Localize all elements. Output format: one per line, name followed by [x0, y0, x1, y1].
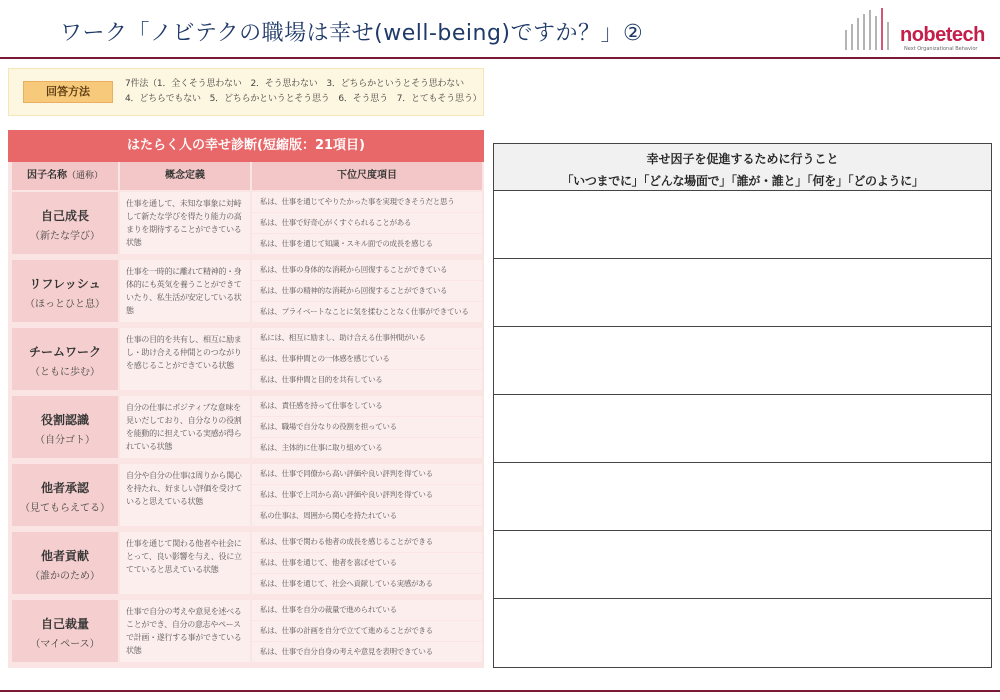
plan-row-input[interactable] — [494, 395, 991, 463]
factor-name: 他者貢献 — [40, 549, 89, 563]
factor-table-title: はたらく人の幸せ診断(短縮版：21項目) — [8, 130, 484, 162]
factor-alias: （新たな学び） — [30, 231, 100, 242]
factor-item: 私は、職場で自分なりの役割を担っている — [252, 417, 482, 437]
answer-method-text — [125, 77, 480, 107]
col-head-definition: 概念定義 — [120, 162, 250, 190]
factor-table — [8, 130, 484, 668]
factor-name-cell — [12, 328, 118, 390]
factor-row — [8, 326, 484, 390]
factor-definition: 仕事で自分の考えや意見を述べることができ、自分の意志やペースで計画・遂行する事ができている状態 — [120, 600, 250, 662]
factor-row — [8, 258, 484, 322]
factor-name-cell — [12, 532, 118, 594]
factor-alias: （ともに歩む） — [30, 367, 100, 378]
factor-name: 自己裁量 — [40, 617, 89, 631]
plan-row-input[interactable] — [494, 599, 991, 667]
factor-item: 私は、仕事を通じて、社会へ貢献している実感がある — [252, 574, 482, 594]
answer-method-box — [8, 68, 484, 116]
factor-definition: 仕事を一時的に離れて精神的・身体的にも英気を養うことができていたり、私生活が安定している状態 — [120, 260, 250, 322]
factor-item: 私は、仕事を自分の裁量で進められている — [252, 600, 482, 620]
factor-definition: 自分の仕事にポジティブな意味を見いだしており、自分なりの役割を能動的に担えている実感が得られている状態 — [120, 396, 250, 458]
factor-alias: （ほっとひと息） — [25, 299, 105, 310]
factor-name: 他者承認 — [40, 481, 89, 495]
factor-item: 私は、仕事の身体的な消耗から回復することができている — [252, 260, 482, 280]
factor-definition: 仕事を通して、未知な事象に対峙して新たな学びを得たり能力の高まりを期待することができている状態 — [120, 192, 250, 254]
plan-header-line2: 「いつまでに」「どんな場面で」「誰が・誰と」「何を」「どのように」 — [561, 174, 924, 188]
factor-name-cell — [12, 260, 118, 322]
plan-header-line1: 幸せ因子を促進するために行うこと — [646, 152, 839, 166]
factor-items — [252, 192, 482, 254]
factor-row — [8, 190, 484, 254]
factor-name-cell — [12, 396, 118, 458]
plan-row-input[interactable] — [494, 327, 991, 395]
factor-items — [252, 532, 482, 594]
factor-items — [252, 600, 482, 662]
answer-method-line2: 4．どちらでもない 5．どちらかというとそう思う 6．そう思う 7．とてもそう思う） — [125, 94, 482, 104]
factor-item: 私は、仕事で関わる他者の成長を感じることができる — [252, 532, 482, 552]
plan-row-input[interactable] — [494, 531, 991, 599]
answer-method-label: 回答方法 — [23, 81, 113, 103]
factor-name-cell — [12, 192, 118, 254]
factor-alias: （マイペース） — [30, 639, 100, 650]
title-divider — [0, 57, 1000, 59]
factor-item: 私の仕事は、周囲から関心を持たれている — [252, 506, 482, 526]
factor-items — [252, 260, 482, 322]
plan-row-input[interactable] — [494, 259, 991, 327]
factor-item: 私は、仕事仲間との一体感を感じている — [252, 349, 482, 369]
factor-name: 役割認識 — [40, 413, 89, 427]
plan-table — [493, 143, 992, 668]
logo-text: nobetech — [900, 24, 985, 46]
factor-item: 私は、仕事を通じてやりたかった事を実現できそうだと思う — [252, 192, 482, 212]
factor-item: 私は、仕事を通じて知識・スキル面での成長を感じる — [252, 234, 482, 254]
factor-item: 私は、仕事仲間と目的を共有している — [252, 370, 482, 390]
col-head-factor-name-sub: （通称） — [66, 171, 103, 181]
factor-row — [8, 598, 484, 662]
factor-item: 私は、責任感を持って仕事をしている — [252, 396, 482, 416]
factor-row — [8, 394, 484, 458]
factor-name: リフレッシュ — [29, 277, 101, 291]
factor-item: 私は、仕事で好奇心がくすぐられることがある — [252, 213, 482, 233]
logo-subtitle: Next Organizational Behavior — [904, 46, 978, 52]
factor-name-cell — [12, 464, 118, 526]
factor-definition: 仕事を通じて関わる他者や社会にとって、良い影響を与え、役に立てていると思えている状態 — [120, 532, 250, 594]
plan-table-header — [494, 144, 991, 191]
factor-item: 私は、仕事で自分自身の考えや意見を表明できている — [252, 642, 482, 662]
factor-item: 私は、仕事を通じて、他者を喜ばせている — [252, 553, 482, 573]
factor-alias: （誰かのため） — [30, 571, 100, 582]
footer-divider — [0, 690, 1000, 692]
page-title: ワーク「ノビテクの職場は幸せ(well-being)ですか？」② — [60, 21, 644, 46]
factor-item: 私は、仕事で上司から高い評価や良い評判を得ている — [252, 485, 482, 505]
factor-row — [8, 530, 484, 594]
factor-alias: （自分ゴト） — [35, 435, 95, 446]
factor-items — [252, 328, 482, 390]
factor-definition: 仕事の目的を共有し、相互に励まし・助け合える仲間とのつながりを感じることができている状態 — [120, 328, 250, 390]
col-head-factor-name-label: 因子名称 — [26, 170, 67, 181]
factor-item: 私は、仕事で同僚から高い評価や良い評判を得ている — [252, 464, 482, 484]
plan-row-input[interactable] — [494, 191, 991, 259]
factor-alias: （見てもらえてる） — [20, 503, 110, 514]
factor-item: 私は、仕事の精神的な消耗から回復することができている — [252, 281, 482, 301]
col-head-factor-name — [12, 162, 118, 190]
factor-items — [252, 396, 482, 458]
factor-items — [252, 464, 482, 526]
factor-definition: 自分や自分の仕事は周りから関心を持たれ、好ましい評価を受けていると思えている状態 — [120, 464, 250, 526]
col-head-items: 下位尺度項目 — [252, 162, 482, 190]
factor-item: 私は、主体的に仕事に取り組めている — [252, 438, 482, 458]
factor-row — [8, 462, 484, 526]
factor-item: 私は、仕事の計画を自分で立てて進めることができる — [252, 621, 482, 641]
nobetech-logo — [838, 6, 988, 54]
factor-item: 私には、相互に励まし、助け合える仕事仲間がいる — [252, 328, 482, 348]
factor-name: 自己成長 — [40, 209, 89, 223]
factor-name-cell — [12, 600, 118, 662]
factor-name: チームワーク — [28, 345, 101, 359]
plan-row-input[interactable] — [494, 463, 991, 531]
factor-item: 私は、プライベートなことに気を揉むことなく仕事ができている — [252, 302, 482, 322]
logo-bars-graphic — [838, 6, 898, 54]
answer-method-line1: 7件法（1．全くそう思わない 2．そう思わない 3．どちらかというとそう思わない — [125, 79, 464, 89]
